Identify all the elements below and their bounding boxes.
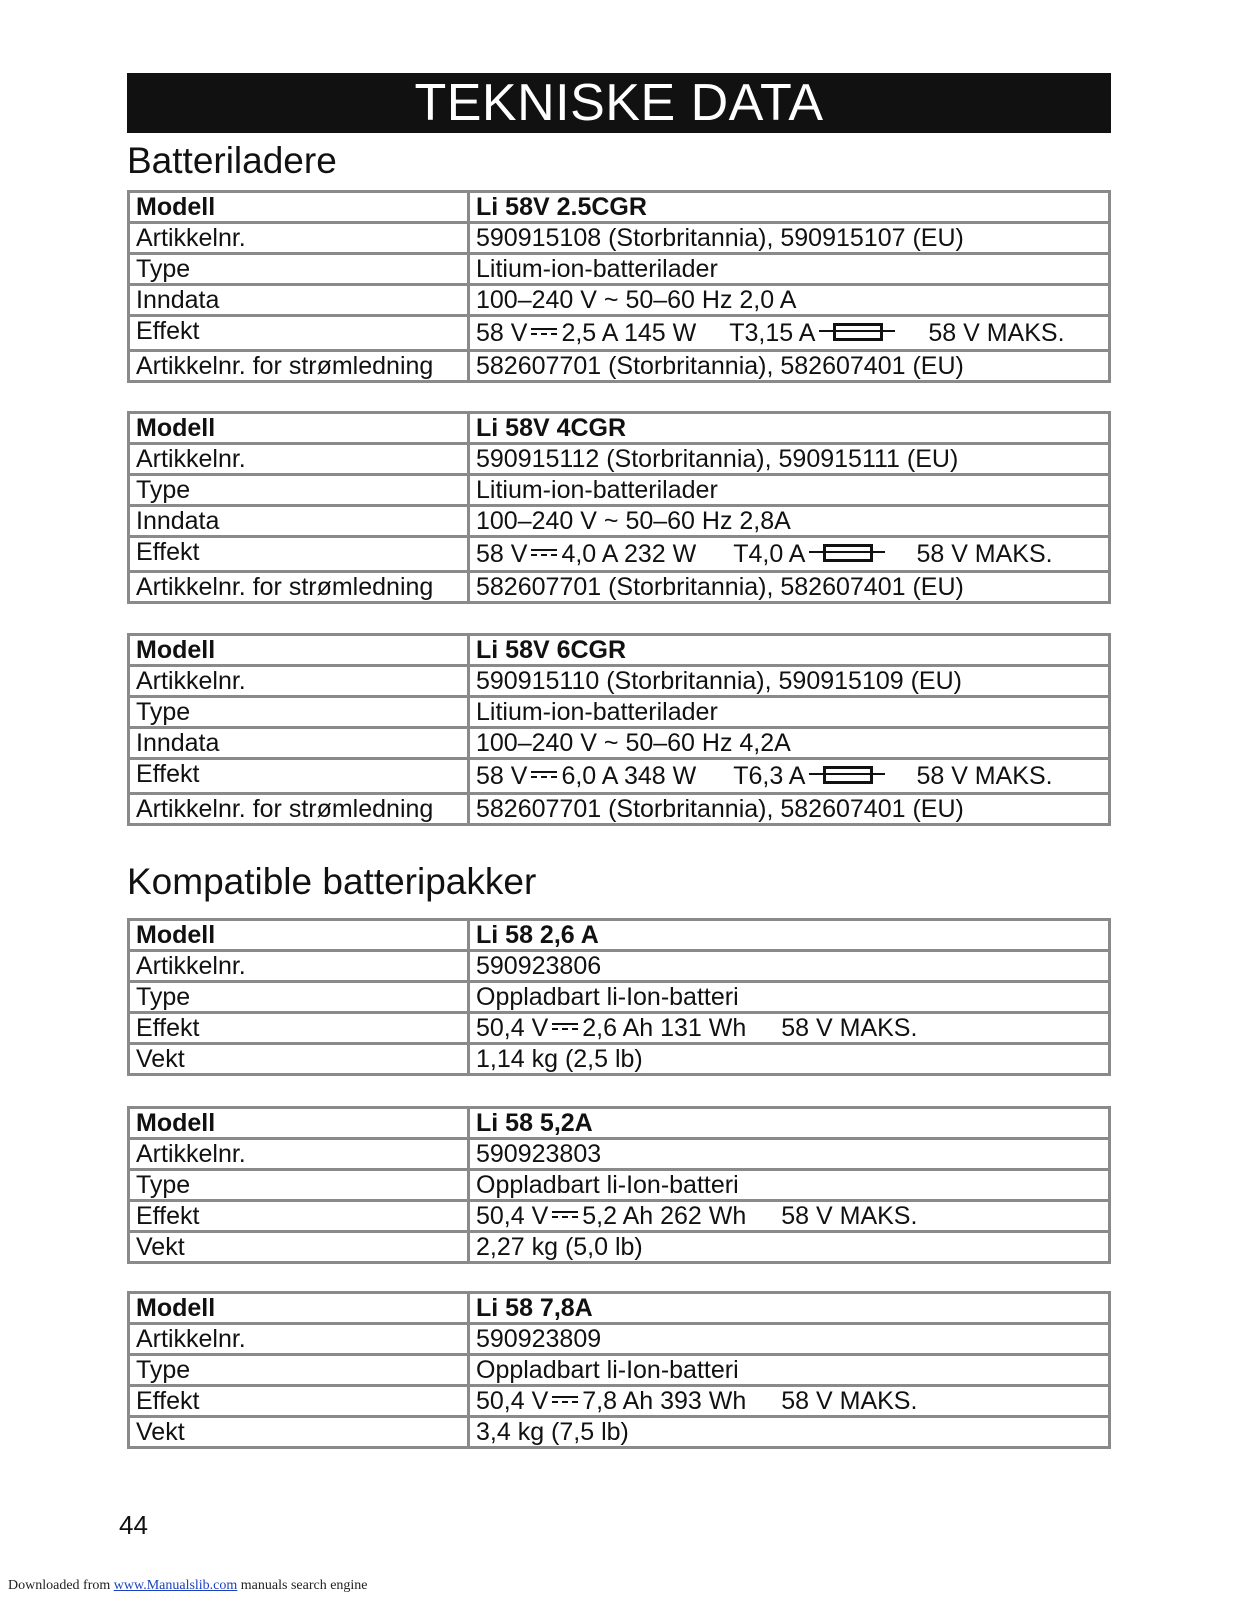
- type-label: Type: [129, 982, 469, 1013]
- table-row: [129, 728, 1110, 759]
- table-row: [129, 1170, 1110, 1201]
- output-value: [469, 537, 1110, 572]
- table-row: [129, 635, 1110, 666]
- cord-article-no-label: Artikkelnr. for strømledning: [129, 794, 469, 825]
- dc-symbol-icon: [531, 769, 557, 781]
- table-row: [129, 1386, 1110, 1417]
- type-value: Litium-ion-batterilader: [469, 475, 1110, 506]
- type-value: Oppladbart li-Ion-batteri: [469, 1355, 1110, 1386]
- article-no-label: Artikkelnr.: [129, 1324, 469, 1355]
- battery-table: [127, 1106, 1111, 1264]
- model-value: Li 58 7,8A: [469, 1293, 1110, 1324]
- weight-value: 2,27 kg (5,0 lb): [469, 1232, 1110, 1263]
- page-number: 44: [119, 1510, 148, 1540]
- output-value: [469, 316, 1110, 351]
- table-row: [129, 351, 1110, 382]
- output-current-power: 6,0 A 348 W: [561, 762, 697, 790]
- dc-symbol-icon: [531, 326, 557, 338]
- charger-table: [127, 411, 1111, 604]
- type-label: Type: [129, 254, 469, 285]
- table-row: [129, 475, 1110, 506]
- cord-article-no-value: 582607701 (Storbritannia), 582607401 (EU): [469, 351, 1110, 382]
- table-row: [129, 1139, 1110, 1170]
- cord-article-no-value: 582607701 (Storbritannia), 582607401 (EU): [469, 794, 1110, 825]
- model-value: Li 58V 2.5CGR: [469, 192, 1110, 223]
- fuse-icon: [809, 765, 885, 783]
- section-title-chargers: Batteriladere: [127, 140, 337, 181]
- article-no-value: 590923806: [469, 951, 1110, 982]
- dc-symbol-icon: [531, 547, 557, 559]
- output-label: Effekt: [129, 537, 469, 572]
- output-value: [469, 759, 1110, 794]
- type-value: Oppladbart li-Ion-batteri: [469, 1170, 1110, 1201]
- max-voltage: 58 V MAKS.: [928, 319, 1065, 347]
- article-no-value: 590923809: [469, 1324, 1110, 1355]
- type-label: Type: [129, 1355, 469, 1386]
- charger-table: [127, 633, 1111, 826]
- battery-table: [127, 918, 1111, 1076]
- output-voltage: 58 V: [476, 762, 528, 790]
- output-label: Effekt: [129, 1386, 469, 1417]
- output-label: Effekt: [129, 1013, 469, 1044]
- input-label: Inndata: [129, 285, 469, 316]
- type-value: Litium-ion-batterilader: [469, 254, 1110, 285]
- output-capacity: 2,6 Ah 131 Wh: [582, 1014, 747, 1042]
- output-value: [469, 1201, 1110, 1232]
- article-no-value: 590915108 (Storbritannia), 590915107 (EU): [469, 223, 1110, 254]
- cord-article-no-label: Artikkelnr. for strømledning: [129, 572, 469, 603]
- model-label: Modell: [129, 635, 469, 666]
- model-value: Li 58V 4CGR: [469, 413, 1110, 444]
- max-voltage: 58 V MAKS.: [916, 540, 1053, 568]
- table-row: [129, 316, 1110, 351]
- table-row: [129, 413, 1110, 444]
- table-row: [129, 285, 1110, 316]
- table-row: [129, 982, 1110, 1013]
- output-current-power: 4,0 A 232 W: [561, 540, 697, 568]
- footer-prefix: Downloaded from: [8, 1578, 111, 1593]
- cord-article-no-label: Artikkelnr. for strømledning: [129, 351, 469, 382]
- output-voltage: 50,4 V: [476, 1014, 549, 1042]
- output-voltage: 50,4 V: [476, 1387, 549, 1415]
- article-no-label: Artikkelnr.: [129, 666, 469, 697]
- table-row: [129, 1324, 1110, 1355]
- manualslib-link[interactable]: www.Manualslib.com: [113, 1578, 238, 1593]
- weight-label: Vekt: [129, 1417, 469, 1448]
- table-row: [129, 666, 1110, 697]
- output-label: Effekt: [129, 1201, 469, 1232]
- output-value: [469, 1386, 1110, 1417]
- output-capacity: 5,2 Ah 262 Wh: [582, 1202, 747, 1230]
- fuse-rating: T3,15 A: [729, 319, 816, 347]
- output-current-power: 2,5 A 145 W: [561, 319, 697, 347]
- fuse-rating: T4,0 A: [733, 540, 806, 568]
- fuse-icon: [819, 322, 895, 340]
- fuse-icon: [809, 543, 885, 561]
- input-value: 100–240 V ~ 50–60 Hz 4,2A: [469, 728, 1110, 759]
- table-row: [129, 697, 1110, 728]
- article-no-label: Artikkelnr.: [129, 951, 469, 982]
- max-voltage: 58 V MAKS.: [781, 1202, 918, 1230]
- article-no-value: 590915112 (Storbritannia), 590915111 (EU): [469, 444, 1110, 475]
- table-row: [129, 951, 1110, 982]
- output-value: [469, 1013, 1110, 1044]
- dc-symbol-icon: [552, 1394, 578, 1406]
- input-value: 100–240 V ~ 50–60 Hz 2,0 A: [469, 285, 1110, 316]
- model-label: Modell: [129, 1108, 469, 1139]
- input-label: Inndata: [129, 728, 469, 759]
- dc-symbol-icon: [552, 1209, 578, 1221]
- article-no-value: 590923803: [469, 1139, 1110, 1170]
- model-label: Modell: [129, 1293, 469, 1324]
- table-row: [129, 572, 1110, 603]
- article-no-value: 590915110 (Storbritannia), 590915109 (EU): [469, 666, 1110, 697]
- type-label: Type: [129, 475, 469, 506]
- download-footer: [8, 1578, 368, 1594]
- max-voltage: 58 V MAKS.: [781, 1387, 918, 1415]
- article-no-label: Artikkelnr.: [129, 223, 469, 254]
- weight-label: Vekt: [129, 1232, 469, 1263]
- table-row: [129, 1201, 1110, 1232]
- output-voltage: 50,4 V: [476, 1202, 549, 1230]
- output-voltage: 58 V: [476, 319, 528, 347]
- table-row: [129, 537, 1110, 572]
- article-no-label: Artikkelnr.: [129, 1139, 469, 1170]
- cord-article-no-value: 582607701 (Storbritannia), 582607401 (EU): [469, 572, 1110, 603]
- table-row: [129, 1293, 1110, 1324]
- output-voltage: 58 V: [476, 540, 528, 568]
- battery-table: [127, 1291, 1111, 1449]
- fuse-rating: T6,3 A: [733, 762, 806, 790]
- charger-table: [127, 190, 1111, 383]
- table-row: [129, 759, 1110, 794]
- weight-value: 3,4 kg (7,5 lb): [469, 1417, 1110, 1448]
- type-value: Oppladbart li-Ion-batteri: [469, 982, 1110, 1013]
- model-label: Modell: [129, 192, 469, 223]
- output-label: Effekt: [129, 316, 469, 351]
- type-label: Type: [129, 1170, 469, 1201]
- table-row: [129, 920, 1110, 951]
- table-row: [129, 1355, 1110, 1386]
- model-label: Modell: [129, 920, 469, 951]
- table-row: [129, 794, 1110, 825]
- table-row: [129, 223, 1110, 254]
- weight-value: 1,14 kg (2,5 lb): [469, 1044, 1110, 1075]
- table-row: [129, 444, 1110, 475]
- article-no-label: Artikkelnr.: [129, 444, 469, 475]
- page-title: TEKNISKE DATA: [127, 73, 1111, 133]
- model-value: Li 58 5,2A: [469, 1108, 1110, 1139]
- model-value: Li 58V 6CGR: [469, 635, 1110, 666]
- table-row: [129, 506, 1110, 537]
- table-row: [129, 192, 1110, 223]
- section-title-batteries: Kompatible batteripakker: [127, 861, 537, 902]
- weight-label: Vekt: [129, 1044, 469, 1075]
- footer-suffix: manuals search engine: [240, 1578, 368, 1593]
- input-label: Inndata: [129, 506, 469, 537]
- dc-symbol-icon: [552, 1021, 578, 1033]
- type-label: Type: [129, 697, 469, 728]
- model-label: Modell: [129, 413, 469, 444]
- output-label: Effekt: [129, 759, 469, 794]
- table-row: [129, 1044, 1110, 1075]
- input-value: 100–240 V ~ 50–60 Hz 2,8A: [469, 506, 1110, 537]
- model-value: Li 58 2,6 A: [469, 920, 1110, 951]
- table-row: [129, 254, 1110, 285]
- table-row: [129, 1108, 1110, 1139]
- table-row: [129, 1013, 1110, 1044]
- max-voltage: 58 V MAKS.: [916, 762, 1053, 790]
- table-row: [129, 1232, 1110, 1263]
- type-value: Litium-ion-batterilader: [469, 697, 1110, 728]
- output-capacity: 7,8 Ah 393 Wh: [582, 1387, 747, 1415]
- max-voltage: 58 V MAKS.: [781, 1014, 918, 1042]
- table-row: [129, 1417, 1110, 1448]
